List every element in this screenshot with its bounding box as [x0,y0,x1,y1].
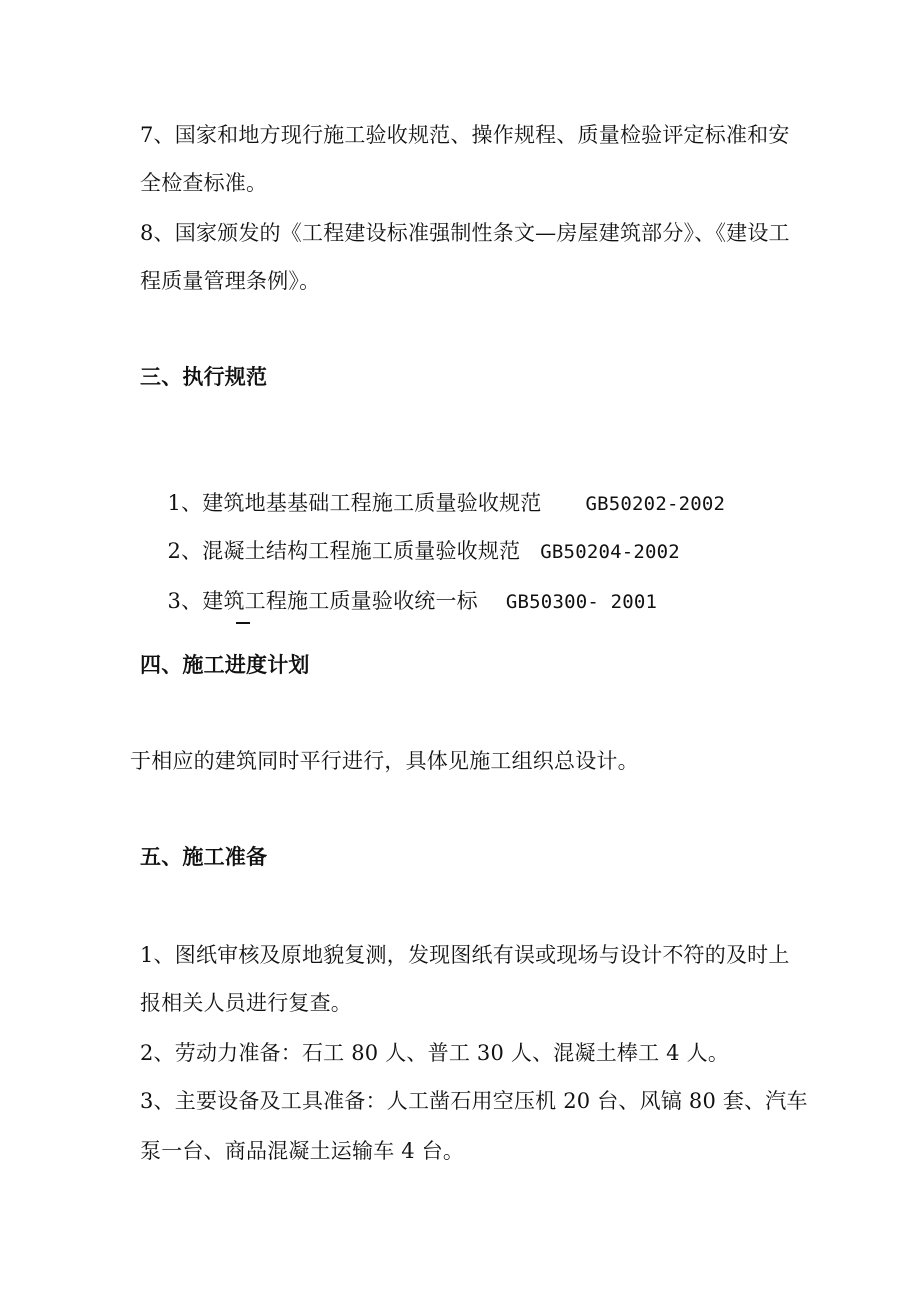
prep-item-1-line-2: 报相关人员进行复查。 [140,991,352,1015]
stray-dash-mark [236,622,250,624]
prep-item-3-line-2: 泵一台、商品混凝土运输车 4 台。 [140,1139,465,1163]
section-4-body: 于相应的建筑同时平行进行，具体见施工组织总设计。 [130,749,639,773]
section-4-title: 四、施工进度计划 [140,652,310,677]
prep-item-3-line-1: 3、主要设备及工具准备：人工凿石用空压机 20 台、风镐 80 套、汽车 [140,1089,808,1113]
basis-item-7-line-2: 全检查标准。 [140,171,268,195]
spec-item-3-code: GB50300- 2001 [505,591,658,613]
prep-item-2: 2、劳动力准备：石工 80 人、普工 30 人、混凝土棒工 4 人。 [140,1041,730,1065]
section-3-title: 三、执行规范 [140,364,268,389]
spec-item-1-text: 1、建筑地基基础工程施工质量验收规范 [167,491,542,515]
prep-item-1-line-1: 1、图纸审核及原地貌复测，发现图纸有误或现场与设计不符的及时上 [140,943,790,967]
spec-item-3 [140,556,657,647]
spec-item-1-code: GB50202-2002 [585,493,726,515]
basis-item-7-line-1: 7、国家和地方现行施工验收规范、操作规程、质量检验评定标准和安 [140,123,790,147]
spec-item-2-code: GB50204-2002 [540,541,680,563]
section-5-title: 五、施工准备 [140,844,268,869]
spec-item-3-text: 3、建筑工程施工质量验收统一标 [167,589,478,613]
basis-item-8-line-1: 8、国家颁发的《工程建设标准强制性条文—房屋建筑部分》、《建设工 [140,221,790,245]
spec-item-2-text: 2、混凝土结构工程施工质量验收规范 [167,539,521,563]
basis-item-8-line-2: 程质量管理条例》。 [140,269,321,293]
